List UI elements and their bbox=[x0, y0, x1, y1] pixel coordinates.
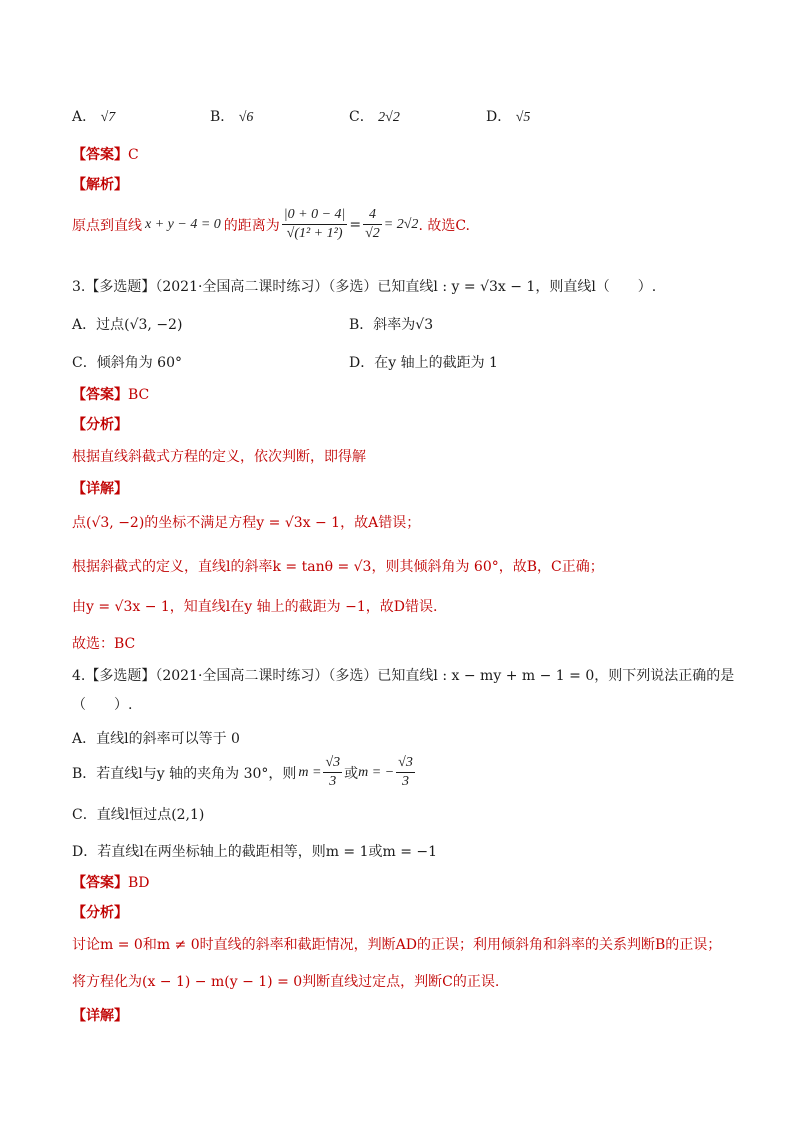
q2-analysis bbox=[72, 206, 470, 243]
option-label: A． bbox=[72, 317, 97, 333]
fraction-numerator: 4 bbox=[363, 206, 382, 225]
option-b-or: 或 bbox=[344, 765, 359, 782]
option-value: 过点(√3, −2) bbox=[96, 317, 183, 333]
q4-fenxi-2: 将方程化为(x − 1) − m(y − 1) = 0判断直线过定点，判断C的正误. bbox=[72, 974, 500, 990]
q4-answer bbox=[72, 872, 150, 892]
q2-option-d bbox=[486, 106, 530, 126]
answer-tag: 【答案】 bbox=[72, 147, 128, 163]
q3-detail-3: 由y = √3x − 1，知直线l在y 轴上的截距为 −1，故D错误. bbox=[72, 599, 438, 615]
q4-option-d: D．若直线l在两坐标轴上的截距相等，则m = 1或m = −1 bbox=[72, 844, 438, 860]
option-label: D． bbox=[349, 355, 375, 371]
option-value: 2√2 bbox=[378, 110, 400, 125]
q3-answer bbox=[72, 384, 149, 404]
option-b-m1: m = bbox=[298, 764, 322, 780]
answer-value: C bbox=[128, 147, 139, 163]
option-b-prefix: B．若直线l与y 轴的夹角为 30°，则 bbox=[72, 765, 297, 782]
fraction-denominator: 3 bbox=[402, 774, 409, 789]
option-label: C． bbox=[72, 355, 97, 371]
option-label: D． bbox=[486, 109, 512, 125]
fraction-denominator: √2 bbox=[365, 226, 380, 241]
q3-fenxi: 根据直线斜截式方程的定义，依次判断，即得解 bbox=[72, 449, 366, 465]
q4-fenxi-tag: 【分析】 bbox=[72, 905, 128, 921]
simplified-fraction bbox=[363, 206, 382, 243]
option-value: 倾斜角为 60° bbox=[96, 355, 182, 371]
equals-sign: = bbox=[349, 216, 362, 233]
option-b-fraction-1 bbox=[323, 754, 342, 791]
fraction-numerator: |0 + 0 − 4| bbox=[282, 206, 348, 225]
q4-fenxi-1: 讨论m = 0和m ≠ 0时直线的斜率和截距情况，判断AD的正误；利用倾斜角和斜率的关系判断B的正误； bbox=[72, 937, 722, 953]
option-label: B． bbox=[349, 317, 374, 333]
fraction-denominator: √(1² + 1²) bbox=[286, 226, 343, 241]
q4-option-b bbox=[72, 754, 417, 791]
option-value: √5 bbox=[515, 110, 531, 125]
q4-option-a: A．直线l的斜率可以等于 0 bbox=[72, 731, 240, 747]
option-value: 斜率为√3 bbox=[373, 317, 434, 333]
answer-value: BD bbox=[128, 875, 150, 891]
answer-tag: 【答案】 bbox=[72, 875, 128, 891]
q4-stem-line1: 4.【多选题】（2021·全国高二课时练习）（多选）已知直线l : x − my + m − 1 = 0，则下列说法正确的是 bbox=[72, 668, 735, 684]
analysis-suffix: . 故选C. bbox=[418, 217, 471, 234]
fraction-numerator: √3 bbox=[396, 754, 415, 773]
fraction-numerator: √3 bbox=[323, 754, 342, 773]
answer-value: BC bbox=[128, 387, 150, 403]
q3-option-d bbox=[349, 352, 498, 372]
q3-conclusion: 故选：BC bbox=[72, 636, 136, 652]
fraction-denominator: 3 bbox=[329, 774, 337, 789]
analysis-mid: 的距离为 bbox=[223, 217, 280, 234]
option-value: √6 bbox=[238, 110, 254, 125]
answer-tag: 【答案】 bbox=[72, 387, 128, 403]
q2-analysis-tag: 【解析】 bbox=[72, 177, 128, 193]
q3-stem: 3.【多选题】（2021·全国高二课时练习）（多选）已知直线l : y = √3x − 1，则直线l（ ）. bbox=[72, 279, 657, 295]
q4-stem-line2: （ ）. bbox=[72, 697, 133, 713]
option-b-fraction-2 bbox=[396, 754, 415, 791]
q4-option-c: C．直线l恒过点(2,1) bbox=[72, 807, 205, 823]
q2-option-c bbox=[349, 106, 400, 126]
q3-detail-tag: 【详解】 bbox=[72, 481, 128, 497]
analysis-result: = 2√2 bbox=[383, 216, 419, 232]
option-b-m2: m = − bbox=[358, 764, 395, 780]
option-label: A． bbox=[72, 109, 97, 125]
q4-detail-tag: 【详解】 bbox=[72, 1008, 128, 1024]
q3-fenxi-tag: 【分析】 bbox=[72, 417, 128, 433]
analysis-equation: x + y − 4 = 0 bbox=[145, 216, 221, 232]
q3-option-a bbox=[72, 314, 182, 334]
distance-fraction bbox=[282, 206, 348, 243]
option-label: B． bbox=[210, 109, 235, 125]
q3-detail-2: 根据斜截式的定义，直线l的斜率k = tanθ = √3，则其倾斜角为 60°，故B，C正确； bbox=[72, 559, 604, 575]
q3-option-c bbox=[72, 352, 182, 372]
analysis-prefix: 原点到直线 bbox=[72, 217, 142, 234]
q3-detail-1: 点(√3, −2)的坐标不满足方程y = √3x − 1，故A错误； bbox=[72, 515, 421, 531]
q3-option-b bbox=[349, 314, 433, 334]
option-label: C． bbox=[349, 109, 374, 125]
q2-option-a bbox=[72, 106, 115, 126]
q2-answer bbox=[72, 144, 139, 164]
q2-option-b bbox=[210, 106, 253, 126]
option-value: 在y 轴上的截距为 1 bbox=[374, 355, 498, 371]
option-value: √7 bbox=[100, 110, 116, 125]
